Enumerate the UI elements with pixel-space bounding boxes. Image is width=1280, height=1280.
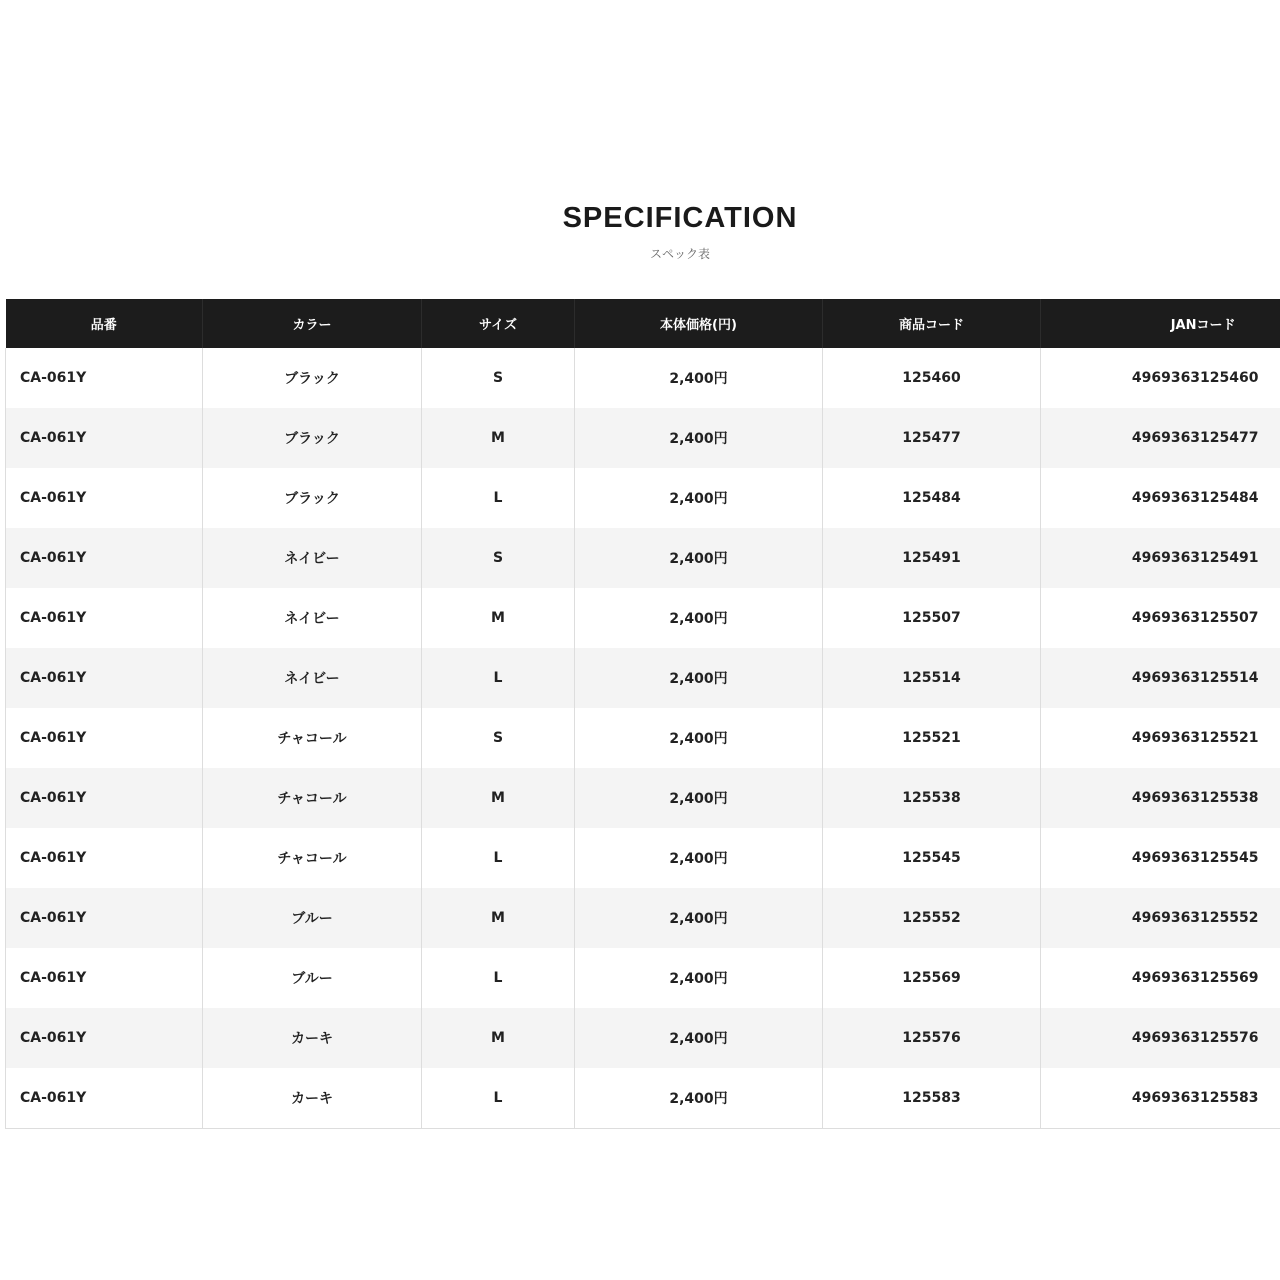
cell-jan-code: 4969363125477 [1041, 408, 1280, 468]
cell-product-code: 125460 [823, 348, 1041, 408]
table-row [6, 1068, 1280, 1129]
cell-size: M [422, 888, 575, 948]
cell-product-number: CA-061Y [6, 348, 203, 408]
cell-color: ブラック [203, 348, 422, 408]
cell-size: S [422, 348, 575, 408]
cell-price: 2,400円 [575, 828, 823, 888]
header-size: サイズ [422, 299, 575, 348]
cell-jan-code: 4969363125552 [1041, 888, 1280, 948]
cell-size: L [422, 648, 575, 708]
cell-product-number: CA-061Y [6, 588, 203, 648]
cell-jan-code: 4969363125507 [1131, 610, 1259, 626]
cell-price: 2,400円 [575, 1068, 823, 1129]
header-color: カラー [203, 299, 422, 348]
cell-price: 2,400円 [575, 648, 823, 708]
cell-product-code: 125576 [823, 1008, 1041, 1068]
cell-product-number: CA-061Y [6, 528, 203, 588]
table-row [6, 468, 1280, 528]
cell-product-number: CA-061Y [6, 948, 203, 1008]
cell-price: 2,400円 [575, 348, 823, 408]
cell-jan-code: 4969363125538 [1041, 768, 1280, 828]
cell-color: ブルー [203, 948, 422, 1008]
cell-jan-code: 4969363125484 [1131, 490, 1259, 506]
table-row [6, 948, 1280, 1008]
cell-jan-code: 4969363125460 [1131, 370, 1259, 386]
cell-product-number: CA-061Y [6, 708, 203, 768]
cell-size: M [422, 1008, 575, 1068]
cell-product-number: CA-061Y [6, 768, 203, 828]
cell-size: S [422, 708, 575, 768]
header-price: 本体価格(円) [575, 299, 823, 348]
cell-color: チャコール [203, 768, 422, 828]
cell-jan-code: 4969363125569 [1131, 970, 1259, 986]
cell-product-code: 125583 [823, 1068, 1041, 1129]
cell-color: ブラック [203, 408, 422, 468]
cell-color: ネイビー [203, 528, 422, 588]
cell-size: L [422, 948, 575, 1008]
cell-product-number: CA-061Y [6, 828, 203, 888]
cell-jan-code: 4969363125583 [1041, 1068, 1280, 1129]
table-row [6, 348, 1280, 408]
table-row [6, 888, 1280, 948]
cell-jan-code: 4969363125491 [1041, 528, 1280, 588]
cell-product-number: CA-061Y [6, 888, 203, 948]
cell-price: 2,400円 [575, 768, 823, 828]
cell-color: チャコール [203, 828, 422, 888]
header-product-code: 商品コード [823, 299, 1041, 348]
cell-product-code: 125484 [823, 468, 1041, 528]
cell-price: 2,400円 [575, 408, 823, 468]
cell-product-number: CA-061Y [6, 1068, 203, 1129]
cell-product-code: 125514 [823, 648, 1041, 708]
cell-size: L [422, 828, 575, 888]
table-row [6, 408, 1280, 468]
cell-size: L [422, 1068, 575, 1129]
cell-price: 2,400円 [575, 588, 823, 648]
cell-color: ブルー [203, 888, 422, 948]
cell-size: M [422, 588, 575, 648]
cell-jan-code: 4969363125514 [1041, 648, 1280, 708]
cell-jan-code: 4969363125521 [1131, 730, 1259, 746]
cell-product-code: 125477 [823, 408, 1041, 468]
cell-size: S [422, 528, 575, 588]
cell-product-code: 125538 [823, 768, 1041, 828]
cell-color: チャコール [203, 708, 422, 768]
table-header-row [6, 299, 1280, 348]
table-row [6, 768, 1280, 828]
cell-product-number: CA-061Y [6, 408, 203, 468]
spec-table [5, 299, 1280, 1129]
table-row [6, 588, 1280, 648]
cell-product-number: CA-061Y [6, 648, 203, 708]
cell-size: L [422, 468, 575, 528]
table-body [6, 348, 1280, 1129]
page-title: SPECIFICATION [562, 202, 798, 234]
cell-price: 2,400円 [575, 468, 823, 528]
header-jan-code: JANコード [1041, 299, 1280, 348]
cell-product-code: 125507 [823, 588, 1041, 648]
cell-jan-code: 4969363125545 [1131, 850, 1259, 866]
table-row [6, 828, 1280, 888]
cell-product-code: 125521 [823, 708, 1041, 768]
page-subtitle: スペック表 [649, 247, 710, 261]
table-row [6, 648, 1280, 708]
cell-size: M [422, 408, 575, 468]
cell-price: 2,400円 [575, 888, 823, 948]
cell-color: ネイビー [203, 648, 422, 708]
cell-color: カーキ [203, 1068, 422, 1129]
cell-color: カーキ [203, 1008, 422, 1068]
header-product-number: 品番 [6, 299, 203, 348]
cell-product-code: 125569 [823, 948, 1041, 1008]
cell-color: ブラック [203, 468, 422, 528]
cell-product-code: 125545 [823, 828, 1041, 888]
cell-color: ネイビー [203, 588, 422, 648]
cell-product-code: 125491 [823, 528, 1041, 588]
table-row [6, 528, 1280, 588]
cell-price: 2,400円 [575, 1008, 823, 1068]
table-row [6, 1008, 1280, 1068]
cell-price: 2,400円 [575, 528, 823, 588]
cell-price: 2,400円 [575, 708, 823, 768]
cell-jan-code: 4969363125576 [1041, 1008, 1280, 1068]
cell-price: 2,400円 [575, 948, 823, 1008]
cell-product-code: 125552 [823, 888, 1041, 948]
cell-product-number: CA-061Y [6, 1008, 203, 1068]
table-row [6, 708, 1280, 768]
cell-product-number: CA-061Y [6, 468, 203, 528]
cell-size: M [422, 768, 575, 828]
